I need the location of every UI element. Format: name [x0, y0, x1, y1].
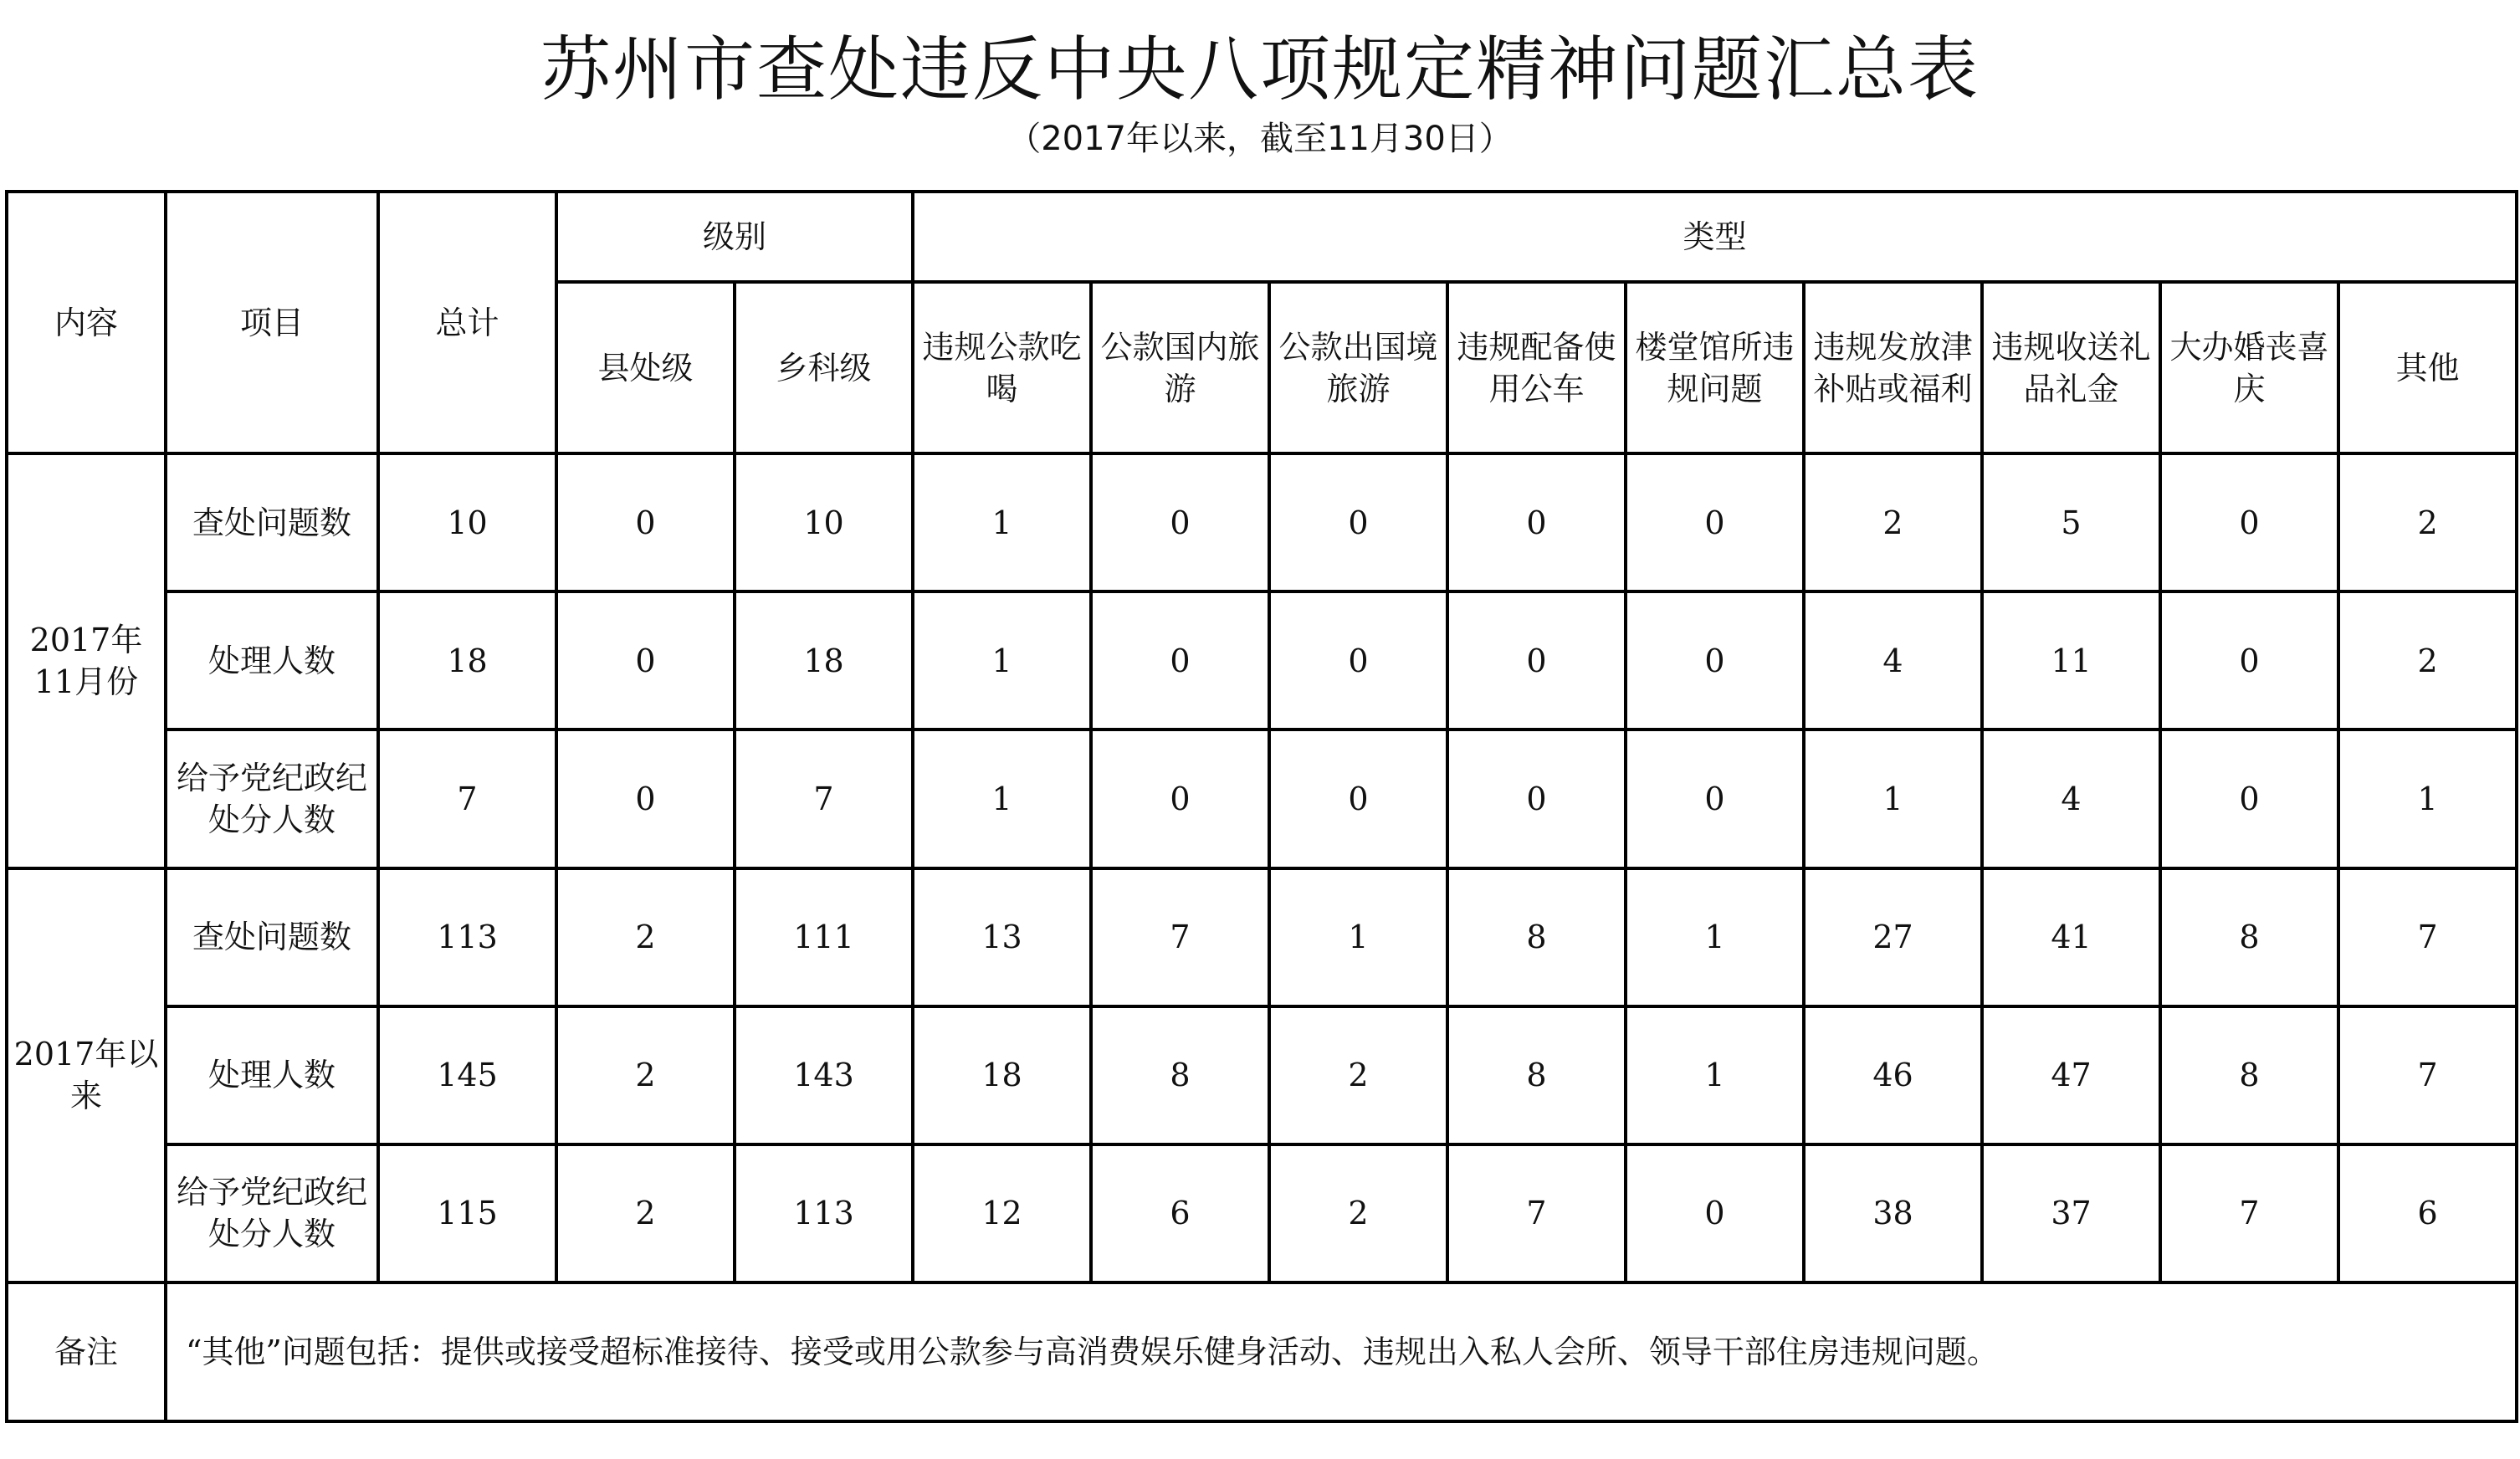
table-cell: 47	[1982, 1006, 2160, 1144]
table-cell: 2	[556, 868, 735, 1006]
table-cell: 6	[2338, 1144, 2517, 1282]
table-row	[7, 868, 2517, 1006]
table-cell: 0	[1269, 591, 1447, 730]
table-cell: 0	[1447, 591, 1626, 730]
table-cell: 0	[1626, 453, 1804, 591]
table-cell: 7	[1091, 868, 1269, 1006]
header-type-7: 大办婚丧喜庆	[2160, 282, 2338, 453]
table-cell: 0	[2160, 453, 2338, 591]
table-row	[7, 591, 2517, 730]
table-cell: 4	[1804, 591, 1982, 730]
header-type-3: 违规配备使用公车	[1447, 282, 1626, 453]
row-item-label: 查处问题数	[166, 453, 378, 591]
table-cell: 115	[378, 1144, 556, 1282]
table-cell: 7	[2160, 1144, 2338, 1282]
table-cell: 41	[1982, 868, 2160, 1006]
table-cell: 7	[2338, 868, 2517, 1006]
header-type-4: 楼堂馆所违规问题	[1626, 282, 1804, 453]
header-total: 总计	[378, 192, 556, 453]
table-cell: 143	[735, 1006, 913, 1144]
table-row	[7, 1006, 2517, 1144]
header-level-1: 乡科级	[735, 282, 913, 453]
table-cell: 0	[1091, 591, 1269, 730]
header-type-2: 公款出国境旅游	[1269, 282, 1447, 453]
table-cell: 0	[1626, 591, 1804, 730]
table-cell: 46	[1804, 1006, 1982, 1144]
row-item-label: 查处问题数	[166, 868, 378, 1006]
table-cell: 1	[1804, 730, 1982, 868]
note-row	[7, 1282, 2517, 1421]
table-cell: 1	[913, 591, 1091, 730]
table-cell: 2	[556, 1144, 735, 1282]
table-cell: 0	[2160, 730, 2338, 868]
table-cell: 6	[1091, 1144, 1269, 1282]
table-cell: 113	[735, 1144, 913, 1282]
header-type-5: 违规发放津补贴或福利	[1804, 282, 1982, 453]
table-row	[7, 453, 2517, 591]
table-row	[7, 1144, 2517, 1282]
table-cell: 8	[2160, 1006, 2338, 1144]
table-cell: 0	[1269, 730, 1447, 868]
table-cell: 8	[2160, 868, 2338, 1006]
group-label: 2017年11月份	[7, 453, 166, 868]
table-cell: 111	[735, 868, 913, 1006]
row-item-label: 给予党纪政纪处分人数	[166, 730, 378, 868]
header-row-1	[7, 192, 2517, 282]
table-cell: 0	[1269, 453, 1447, 591]
header-content: 内容	[7, 192, 166, 453]
table-cell: 7	[378, 730, 556, 868]
table-cell: 38	[1804, 1144, 1982, 1282]
table-cell: 4	[1982, 730, 2160, 868]
table-cell: 18	[378, 591, 556, 730]
table-cell: 27	[1804, 868, 1982, 1006]
table-cell: 18	[913, 1006, 1091, 1144]
table-body	[7, 453, 2517, 1282]
table-cell: 0	[556, 591, 735, 730]
table-cell: 2	[2338, 591, 2517, 730]
table-cell: 5	[1982, 453, 2160, 591]
table-cell: 11	[1982, 591, 2160, 730]
table-cell: 18	[735, 591, 913, 730]
table-cell: 2	[2338, 453, 2517, 591]
table-cell: 2	[1804, 453, 1982, 591]
row-item-label: 处理人数	[166, 591, 378, 730]
table-cell: 8	[1447, 868, 1626, 1006]
table-cell: 8	[1091, 1006, 1269, 1144]
row-item-label: 处理人数	[166, 1006, 378, 1144]
note-label: 备注	[7, 1282, 166, 1421]
table-cell: 1	[913, 730, 1091, 868]
table-cell: 0	[1091, 453, 1269, 591]
header-type-0: 违规公款吃喝	[913, 282, 1091, 453]
table-cell: 12	[913, 1144, 1091, 1282]
document-title: 苏州市查处违反中央八项规定精神问题汇总表	[540, 28, 1980, 110]
table-cell: 7	[735, 730, 913, 868]
header-type-8: 其他	[2338, 282, 2517, 453]
header-type-1: 公款国内旅游	[1091, 282, 1269, 453]
table-cell: 113	[378, 868, 556, 1006]
table-cell: 2	[556, 1006, 735, 1144]
table-cell: 145	[378, 1006, 556, 1144]
header-level-0: 县处级	[556, 282, 735, 453]
table-cell: 7	[1447, 1144, 1626, 1282]
table-cell: 10	[735, 453, 913, 591]
header-item: 项目	[166, 192, 378, 453]
table-cell: 8	[1447, 1006, 1626, 1144]
table-cell: 37	[1982, 1144, 2160, 1282]
table-cell: 0	[556, 730, 735, 868]
table-cell: 1	[913, 453, 1091, 591]
header-type-group: 类型	[913, 192, 2517, 282]
table-cell: 0	[1626, 1144, 1804, 1282]
row-item-label: 给予党纪政纪处分人数	[166, 1144, 378, 1282]
table-cell: 10	[378, 453, 556, 591]
table-cell: 0	[2160, 591, 2338, 730]
table-cell: 0	[1091, 730, 1269, 868]
table-cell: 1	[1269, 868, 1447, 1006]
table-cell: 0	[1447, 730, 1626, 868]
table-cell: 7	[2338, 1006, 2517, 1144]
table-cell: 2	[1269, 1006, 1447, 1144]
table-cell: 0	[1626, 730, 1804, 868]
note-text: “其他”问题包括：提供或接受超标准接待、接受或用公款参与高消费娱乐健身活动、违规出入私人会所、领导干部住房违规问题。	[166, 1282, 2517, 1421]
table-cell: 0	[1447, 453, 1626, 591]
table-cell: 1	[1626, 1006, 1804, 1144]
table-row	[7, 730, 2517, 868]
summary-table	[5, 190, 2518, 1423]
header-level-group: 级别	[556, 192, 913, 282]
table-cell: 1	[1626, 868, 1804, 1006]
table-cell: 13	[913, 868, 1091, 1006]
table-cell: 1	[2338, 730, 2517, 868]
table-cell: 0	[556, 453, 735, 591]
header-type-6: 违规收送礼品礼金	[1982, 282, 2160, 453]
document-subtitle: （2017年以来，截至11月30日）	[1007, 120, 1513, 158]
table-cell: 2	[1269, 1144, 1447, 1282]
group-label: 2017年以来	[7, 868, 166, 1282]
